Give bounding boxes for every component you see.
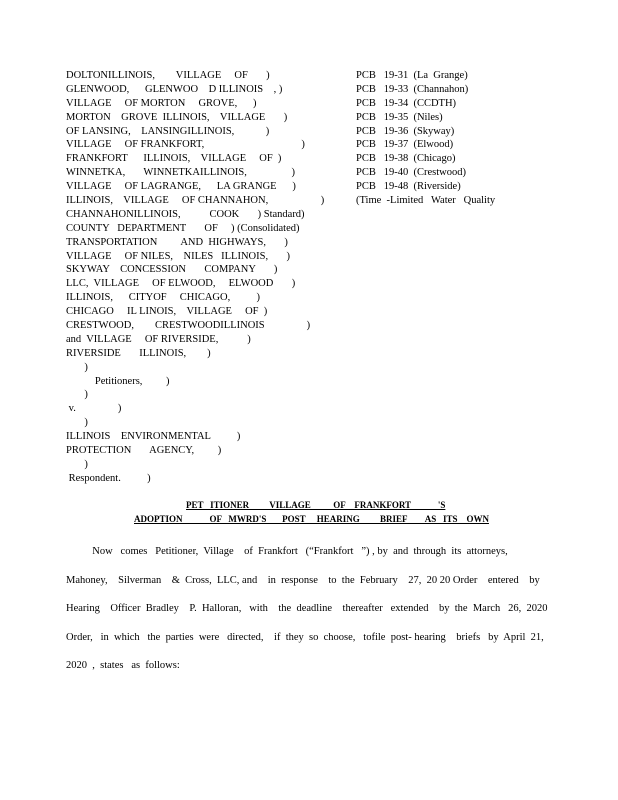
case-number: PCB 19-33 (Channahon) bbox=[356, 83, 469, 95]
document-title-line-1: PET ITIONER VILLAGE OF FRANKFORT 'S bbox=[186, 500, 446, 510]
case-number: PCB 19-40 (Crestwood) bbox=[356, 167, 466, 179]
case-numbers bbox=[356, 69, 606, 208]
caption-line: CRESTWOOD, CRESTWOODILLINOIS ) bbox=[66, 320, 311, 332]
caption-parties bbox=[66, 69, 366, 486]
caption-line: DOLTONILLINOIS, VILLAGE OF ) bbox=[66, 70, 270, 81]
body-paragraph bbox=[66, 538, 552, 681]
versus-label: v. ) bbox=[66, 403, 122, 415]
caption-line: LLC, VILLAGE OF ELWOOD, ELWOOD ) bbox=[66, 278, 296, 290]
caption-line: ) bbox=[66, 361, 88, 373]
case-number: PCB 19-31 (La Grange) bbox=[356, 70, 468, 81]
caption-line: VILLAGE OF MORTON GROVE, ) bbox=[66, 97, 257, 109]
case-number: PCB 19-35 (Niles) bbox=[356, 111, 443, 123]
caption-line: ) bbox=[66, 458, 88, 470]
caption-line: COUNTY DEPARTMENT OF ) (Consolidated) bbox=[66, 222, 300, 234]
caption-line: ILLINOIS, VILLAGE OF CHANNAHON, ) bbox=[66, 195, 325, 207]
caption-line: SKYWAY CONCESSION COMPANY ) bbox=[66, 264, 278, 276]
caption-line: CHANNAHONILLINOIS, COOK ) Standard) bbox=[66, 208, 305, 220]
body-line: Now comes Petitioner, Village of Frankfort (“Frankfort ”) , by and through its attorneys, bbox=[66, 546, 508, 557]
caption-line: ILLINOIS ENVIRONMENTAL ) bbox=[66, 431, 241, 443]
caption-line: VILLAGE OF FRANKFORT, ) bbox=[66, 139, 305, 151]
case-number: PCB 19-34 (CCDTH) bbox=[356, 97, 457, 109]
case-number: PCB 19-37 (Elwood) bbox=[356, 139, 454, 151]
caption-line: CHICAGO IL LINOIS, VILLAGE OF ) bbox=[66, 306, 268, 318]
case-number: PCB 19-38 (Chicago) bbox=[356, 153, 456, 165]
caption-line: RIVERSIDE ILLINOIS, ) bbox=[66, 347, 211, 359]
caption-line: OF LANSING, LANSINGILLINOIS, ) bbox=[66, 125, 270, 137]
body-line: Hearing Officer Bradley P. Halloran, with the deadline thereafter extended by the March 26, 2020 bbox=[66, 603, 548, 614]
caption-line: PROTECTION AGENCY, ) bbox=[66, 445, 222, 457]
caption-line: ILLINOIS, CITYOF CHICAGO, ) bbox=[66, 292, 260, 304]
caption-line: MORTON GROVE ILLINOIS, VILLAGE ) bbox=[66, 111, 288, 123]
caption-line: GLENWOOD, GLENWOO D ILLINOIS , ) bbox=[66, 83, 283, 95]
respondent-label: Respondent. ) bbox=[66, 472, 151, 484]
caption-line: and VILLAGE OF RIVERSIDE, ) bbox=[66, 333, 251, 345]
case-number: PCB 19-36 (Skyway) bbox=[356, 125, 455, 137]
case-type-note: (Time -Limited Water Quality bbox=[356, 195, 496, 207]
case-number: PCB 19-48 (Riverside) bbox=[356, 181, 461, 193]
caption-line: FRANKFORT ILLINOIS, VILLAGE OF ) bbox=[66, 153, 282, 165]
caption-line: ) bbox=[66, 389, 88, 401]
caption-line: VILLAGE OF LAGRANGE, LA GRANGE ) bbox=[66, 181, 296, 193]
body-line: Mahoney, Silverman & Cross, LLC, and in response to the February 27, 20 20 Order entered by bbox=[66, 574, 540, 586]
caption-line: VILLAGE OF NILES, NILES ILLINOIS, ) bbox=[66, 250, 290, 262]
petitioners-label: Petitioners, ) bbox=[66, 375, 170, 387]
body-line: Order, in which the parties were directed, if they so choose, tofile post- hearing briefs by April 21, bbox=[66, 631, 544, 643]
caption-line: WINNETKA, WINNETKAILLINOIS, ) bbox=[66, 167, 296, 179]
caption-line: ) bbox=[66, 417, 88, 429]
body-line: 2020 , states as follows: bbox=[66, 660, 180, 671]
caption-line: TRANSPORTATION AND HIGHWAYS, ) bbox=[66, 236, 288, 248]
document-title-line-2: ADOPTION OF MWRD'S POST HEARING BRIEF AS ITS OWN bbox=[134, 514, 489, 524]
